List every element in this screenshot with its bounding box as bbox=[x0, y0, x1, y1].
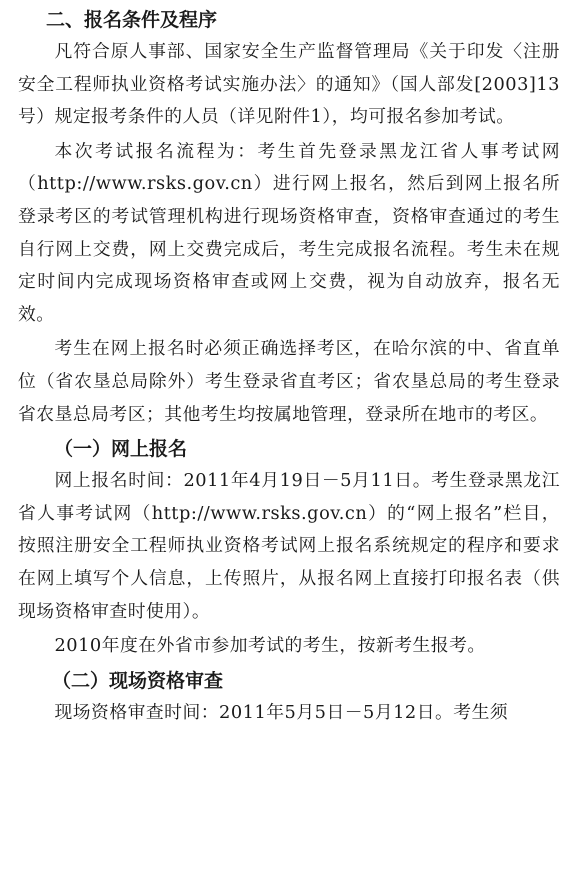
paragraph-onsite-review: 现场资格审查时间：2011年5月5日－5月12日。考生须 bbox=[54, 701, 509, 723]
subsection-heading-onsite-review: （二）现场资格审查 bbox=[52, 669, 224, 692]
paragraph-eligibility: 凡符合原人事部、国家安全生产监督管理局《关于印发〈注册安全工程师执业资格考试实施办法〉的通知》（国人部发[2003]13号）规定报考条件的人员（详见附件1），均可报名参加考试。 bbox=[18, 41, 560, 128]
paragraph-online-registration: 网上报名时间：2011年4月19日－5月11日。考生登录黑龙江省人事考试网（http://www.rsks.gov.cn）的“网上报名”栏目，按照注册安全工程师执业资格考试网上报名系统规定的程序和要求在网上填写个人信息，上传照片，从报名网上直接打印报名表（供现场资格审查时使用）。 bbox=[18, 470, 560, 622]
subsection-heading-online-registration: （一）网上报名 bbox=[54, 438, 188, 461]
paragraph-out-of-province: 2010年度在外省市参加考试的考生，按新考生报考。 bbox=[54, 635, 486, 657]
paragraph-registration-process: 本次考试报名流程为：考生首先登录黑龙江省人事考试网（http://www.rsks.gov.cn）进行网上报名，然后到网上报名所登录考区的考试管理机构进行现场资格审查，资格审查通过的考生自行网上交费，网上交费完成后，考生完成报名流程。考生未在规定时间内完成现场资格审查或网上交费，视为自动放弃，报名无效。 bbox=[18, 140, 560, 325]
section-heading: 二、报名条件及程序 bbox=[46, 9, 218, 31]
paragraph-exam-area: 考生在网上报名时必须正确选择考区，在哈尔滨的中、省直单位（省农垦总局除外）考生登录省直考区；省农垦总局的考生登录省农垦总局考区；其他考生均按属地管理，登录所在地市的考区。 bbox=[18, 338, 560, 425]
